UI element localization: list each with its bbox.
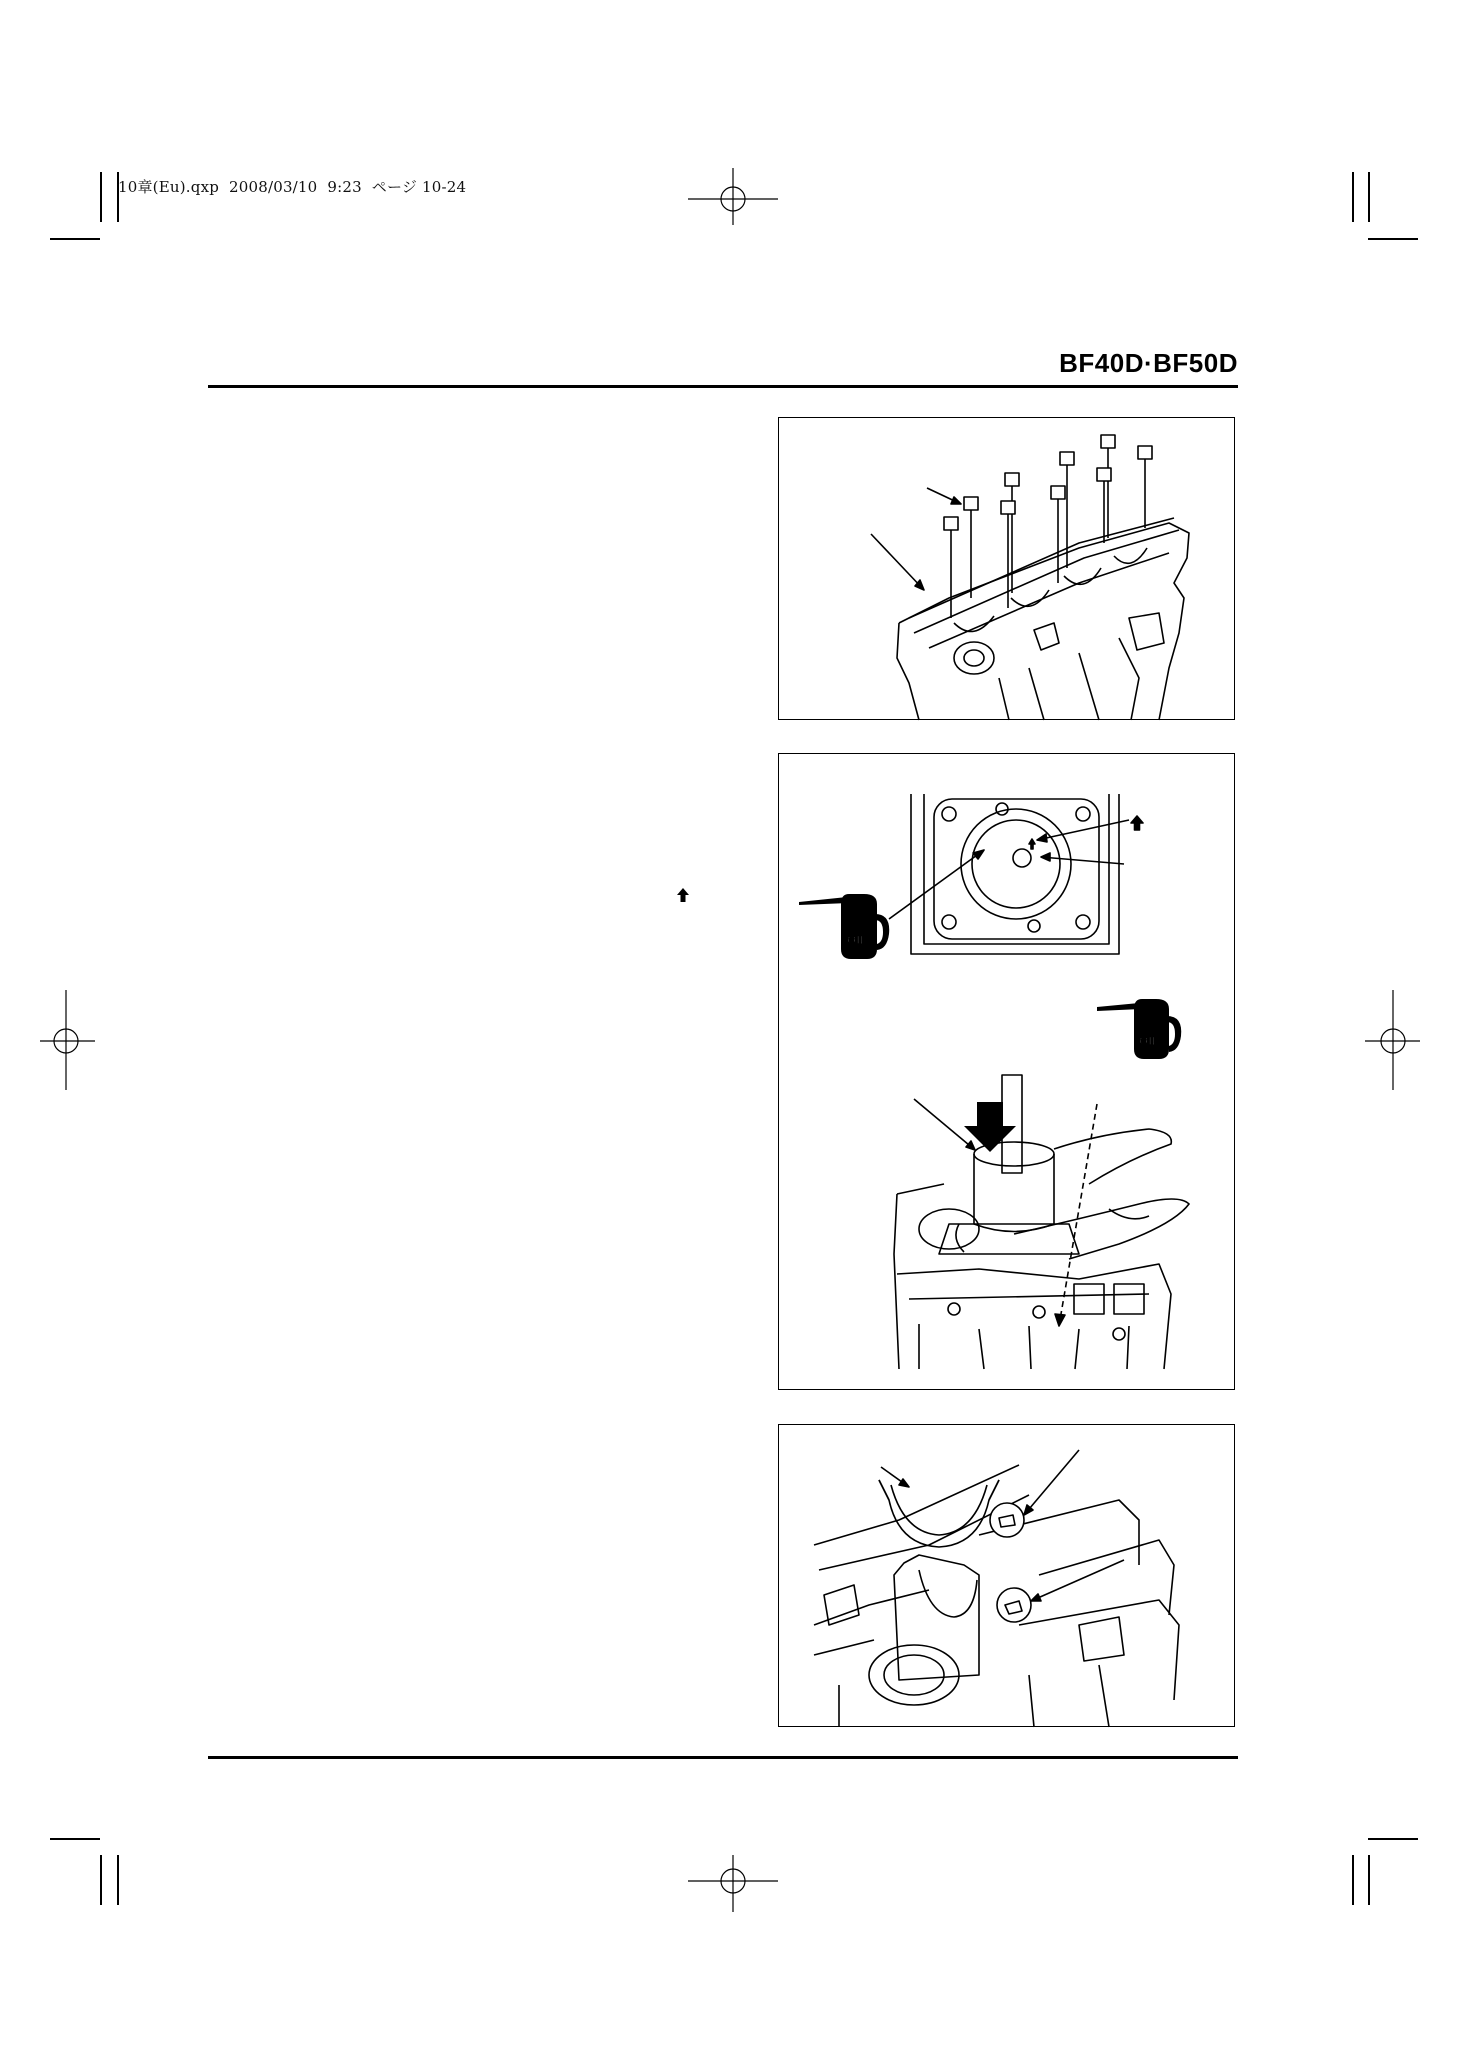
oil-label-1: OIL [847, 933, 867, 947]
header-rule [208, 385, 1238, 388]
figure-crankcase-bolts [778, 417, 1235, 720]
oil-can-icon [799, 894, 889, 959]
up-arrow-icon [676, 887, 690, 903]
figure-piston-installation [778, 753, 1235, 1390]
oil-can-icon [1097, 999, 1181, 1059]
print-slug: 10章(Eu).qxp 2008/03/10 9:23 ページ 10-24 [118, 178, 467, 196]
model-title: BF40D·BF50D [1059, 348, 1238, 378]
oil-label-2: OIL [1139, 1034, 1159, 1048]
footer-rule [208, 1756, 1238, 1759]
figure-bearing-shells [778, 1424, 1235, 1727]
